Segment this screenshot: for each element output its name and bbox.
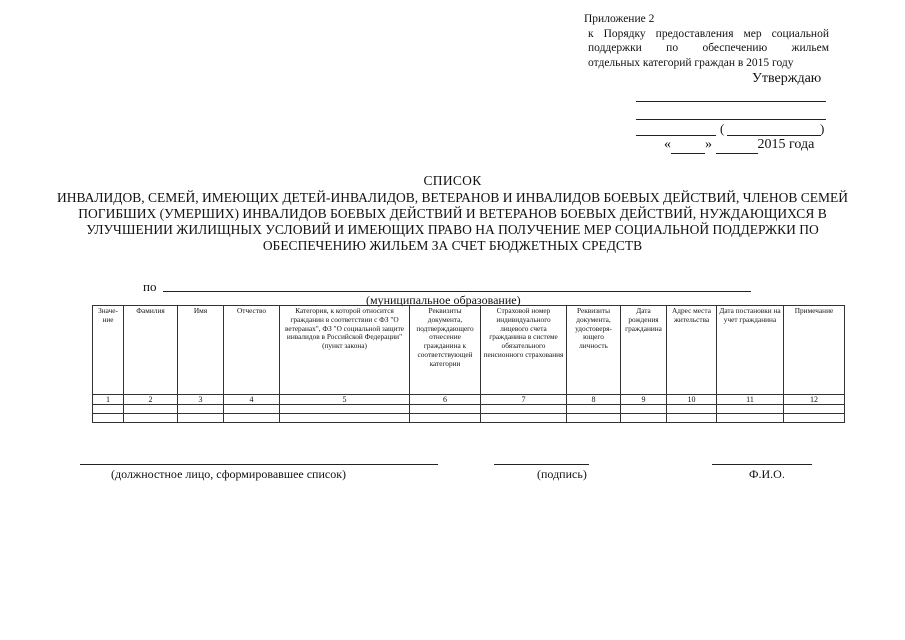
table-header-cell: Фамилия [124,306,178,395]
approval-paren-open: ( [720,121,725,136]
table-number-cell: 4 [224,395,280,405]
appendix-line-1: к Порядку предоставления мер социальной [588,27,829,40]
table-cell [481,405,567,414]
table-cell [784,405,845,414]
table-header-cell: Реквизиты документа, удостоверя-ющего личность [567,306,621,395]
table-cell [621,405,667,414]
table-number-cell: 10 [667,395,717,405]
table-cell [567,405,621,414]
table-cell [280,414,410,423]
appendix-line-2: поддержки по обеспечению жильем [588,42,829,54]
approval-name-line [727,135,821,136]
approval-label: Утверждаю [752,71,822,86]
table-cell [224,405,280,414]
table-cell [667,414,717,423]
table-header-cell: Категория, к которой относится гражданин в соответствии с ФЗ "О ветеранах", ФЗ "О социальной защите инвалидов в Российской Федерации" (пункт закона) [280,306,410,395]
approval-line-1 [636,101,826,102]
table-number-cell: 7 [481,395,567,405]
table-header-cell: Имя [178,306,224,395]
appendix-block [584,12,829,70]
table-header-cell: Значе-ние [93,306,124,395]
table-number-cell: 9 [621,395,667,405]
table-number-cell: 2 [124,395,178,405]
table-number-cell: 8 [567,395,621,405]
table-cell [124,405,178,414]
table-cell [621,414,667,423]
approval-signature-line [636,135,716,136]
table-cell [784,414,845,423]
date-quote-open: « [664,137,671,152]
table-cell [717,405,784,414]
date-year: 2015 года [757,137,815,152]
document-title: СПИСОК [423,173,482,188]
approval-line-2 [636,119,826,120]
table-header-cell: Отчество [224,306,280,395]
approval-date [664,137,814,154]
approval-paren-close: ) [820,121,825,136]
table-cell [178,414,224,423]
date-quote-close: » [705,137,712,152]
fio-line [712,464,812,465]
official-line [80,464,438,465]
table-number-cell: 12 [784,395,845,405]
table-number-cell: 11 [717,395,784,405]
municipality-line [163,291,751,292]
municipality-caption: (муниципальное образование) [366,293,521,307]
table-number-cell: 1 [93,395,124,405]
table-cell [93,414,124,423]
table-cell [481,414,567,423]
table-number-row [93,395,845,405]
appendix-title: Приложение 2 [584,13,655,25]
table-header-cell: Адрес места жительства [667,306,717,395]
appendix-line-3: отдельных категорий граждан в 2015 году [588,56,794,69]
official-caption: (должностное лицо, сформировавшее список) [111,467,347,481]
signature-caption: (подпись) [537,467,587,481]
list-table [92,305,845,423]
table-row [93,405,845,414]
table-header-cell: Дата рождения гражданина [621,306,667,395]
table-header-cell: Примечание [784,306,845,395]
table-row [93,414,845,423]
table-cell [178,405,224,414]
municipality-prefix: по [143,279,157,294]
table-cell [280,405,410,414]
document-subtitle: ИНВАЛИДОВ, СЕМЕЙ, ИМЕЮЩИХ ДЕТЕЙ-ИНВАЛИДОВ, ВЕТЕРАНОВ И ИНВАЛИДОВ БОЕВЫХ ДЕЙСТВИЙ, ЧЛЕНОВ СЕМЕЙ ПОГИБШИХ (УМЕРШИХ) ИНВАЛИДОВ БОЕВЫХ ДЕЙСТВИЙ И ВЕТЕРАНОВ БОЕВЫХ ДЕЙСТВИЙ, НУЖДАЮЩИХСЯ В УЛУЧШЕНИИ ЖИЛИЩНЫХ УСЛОВИЙ И ИМЕЮЩИХ ПРАВО НА ПОЛУЧЕНИЕ МЕР СОЦИАЛЬНОЙ ПОДДЕРЖКИ ПО ОБЕСПЕЧЕНИЮ ЖИЛЬЕМ ЗА СЧЕТ БЮДЖЕТНЫХ СРЕДСТВ [56,190,849,253]
table-cell [567,414,621,423]
table-cell [124,414,178,423]
table-cell [667,405,717,414]
table-cell [717,414,784,423]
table-header-row [93,306,845,395]
table-header-cell: Дата постановки на учет гражданина [717,306,784,395]
table-cell [224,414,280,423]
fio-caption: Ф.И.О. [749,467,785,481]
table-header-cell: Страховой номер индивидуального лицевого счета гражданина в системе обязательного пенсионного страхования [481,306,567,395]
date-day-blank [671,137,705,154]
table-number-cell: 3 [178,395,224,405]
table-number-cell: 6 [410,395,481,405]
date-month-blank [716,137,758,154]
table-cell [410,414,481,423]
table-number-cell: 5 [280,395,410,405]
signature-line [494,464,589,465]
table-cell [410,405,481,414]
table-cell [93,405,124,414]
table-header-cell: Реквизиты документа, подтверждающего отнесение гражданина к соответствующей категории [410,306,481,395]
